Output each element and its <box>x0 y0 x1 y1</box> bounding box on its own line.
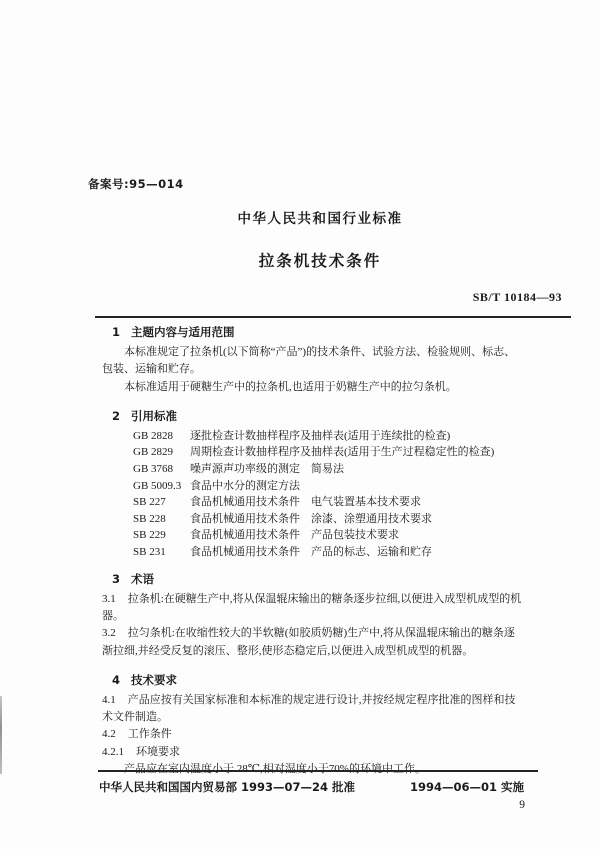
standard-code: SB/T 10184—93 <box>472 290 562 304</box>
clause-text: 拉条机:在硬糖生产中,将从保温辊床输出的糖条逐步拉细,以便进入成型机成型的机器。 <box>102 592 522 622</box>
document-title: 拉条机技术条件 <box>258 252 382 270</box>
reference-code: SB 228 <box>133 512 166 525</box>
reference-code: SB 227 <box>133 496 166 509</box>
reference-row <box>133 511 523 528</box>
clause <box>102 625 523 660</box>
section-title: 引用标准 <box>131 408 178 423</box>
paragraph: 本标准规定了拉条机(以下简称“产品”)的技术条件、试验方法、检验规则、标志、包装、运输和贮存。 <box>102 346 516 376</box>
section-number: 1 <box>112 325 121 339</box>
clause-number: 4.1 <box>102 693 116 706</box>
reference-code: GB 3768 <box>133 463 174 476</box>
referenced-standards-list <box>133 428 523 561</box>
reference-title: 食品机械通用技术条件 产品的标志、运输和贮存 <box>190 546 432 559</box>
reference-title: 食品中水分的测定方法 <box>190 479 300 492</box>
clause <box>102 692 523 727</box>
section-title: 术语 <box>131 571 155 586</box>
clause-number: 3.2 <box>102 627 116 640</box>
footer-divider <box>98 770 538 772</box>
header-divider <box>95 316 571 318</box>
page-number: 9 <box>519 799 525 811</box>
clause-number: 3.1 <box>102 592 116 605</box>
record-number: 备案号:95—014 <box>88 177 184 191</box>
section-title: 主题内容与适用范围 <box>131 325 235 339</box>
section-number: 2 <box>112 408 121 423</box>
standard-type-heading: 中华人民共和国行业标准 <box>237 211 403 227</box>
reference-code: SB 229 <box>133 529 166 542</box>
clause <box>102 591 523 626</box>
section-3-heading <box>112 572 523 587</box>
section-number: 3 <box>112 571 121 586</box>
reference-row <box>133 461 523 478</box>
reference-title: 逐批检查计数抽样程序及抽样表(适用于连续批的检查) <box>190 429 451 442</box>
reference-row <box>133 527 523 544</box>
reference-row <box>133 428 523 445</box>
section-1-heading <box>112 325 523 340</box>
clause <box>102 744 523 761</box>
paragraph: 本标准适用于硬糖生产中的拉条机,也适用于奶糖生产中的拉匀条机。 <box>124 380 457 393</box>
reference-row <box>133 544 523 561</box>
reference-title: 食品机械通用技术条件 产品包装技术要求 <box>190 529 399 542</box>
reference-code: GB 2829 <box>133 446 174 459</box>
clause-text: 产品应按有关国家标准和本标准的规定进行设计,并按经规定程序批准的图样和技术文件制造。 <box>102 693 516 724</box>
clause-text: 工作条件 <box>127 728 172 741</box>
reference-title: 食品机械通用技术条件 涂漆、涂塑通用技术要求 <box>190 512 432 525</box>
reference-row <box>133 444 523 461</box>
reference-title: 噪声源声功率级的测定 简易法 <box>190 463 344 476</box>
section-2-heading <box>112 409 523 424</box>
clause-number: 4.2.1 <box>102 745 124 758</box>
reference-title: 周期检查计数抽样程序及抽样表(适用于生产过程稳定性的检查) <box>190 446 495 459</box>
reference-code: GB 5009.3 <box>133 479 182 492</box>
clause <box>102 726 523 743</box>
section-title: 技术要求 <box>131 672 178 687</box>
clause-text: 环境要求 <box>136 745 180 758</box>
implementation-note: 1994—06—01 实施 <box>409 780 524 794</box>
reference-code: GB 2828 <box>133 429 174 442</box>
document-body <box>102 322 523 778</box>
footer <box>99 779 524 795</box>
clause-text: 拉匀条机:在收缩性较大的半软糖(如胶质奶糖)生产中,将从保温辊床输出的糖条逐渐拉细,并经受反复的滚压、整形,使形态稳定后,以便进入成型机成型的机器。 <box>102 627 515 657</box>
section-number: 4 <box>112 672 121 687</box>
reference-title: 食品机械通用技术条件 电气装置基本技术要求 <box>190 496 421 509</box>
section-4-heading <box>112 673 523 688</box>
approval-note: 中华人民共和国国内贸易部 1993—07—24 批准 <box>99 780 356 794</box>
reference-row <box>133 494 523 511</box>
clause-number: 4.2 <box>102 728 116 741</box>
reference-row <box>133 478 523 495</box>
scan-artifact <box>0 696 2 774</box>
reference-code: SB 231 <box>133 546 166 559</box>
